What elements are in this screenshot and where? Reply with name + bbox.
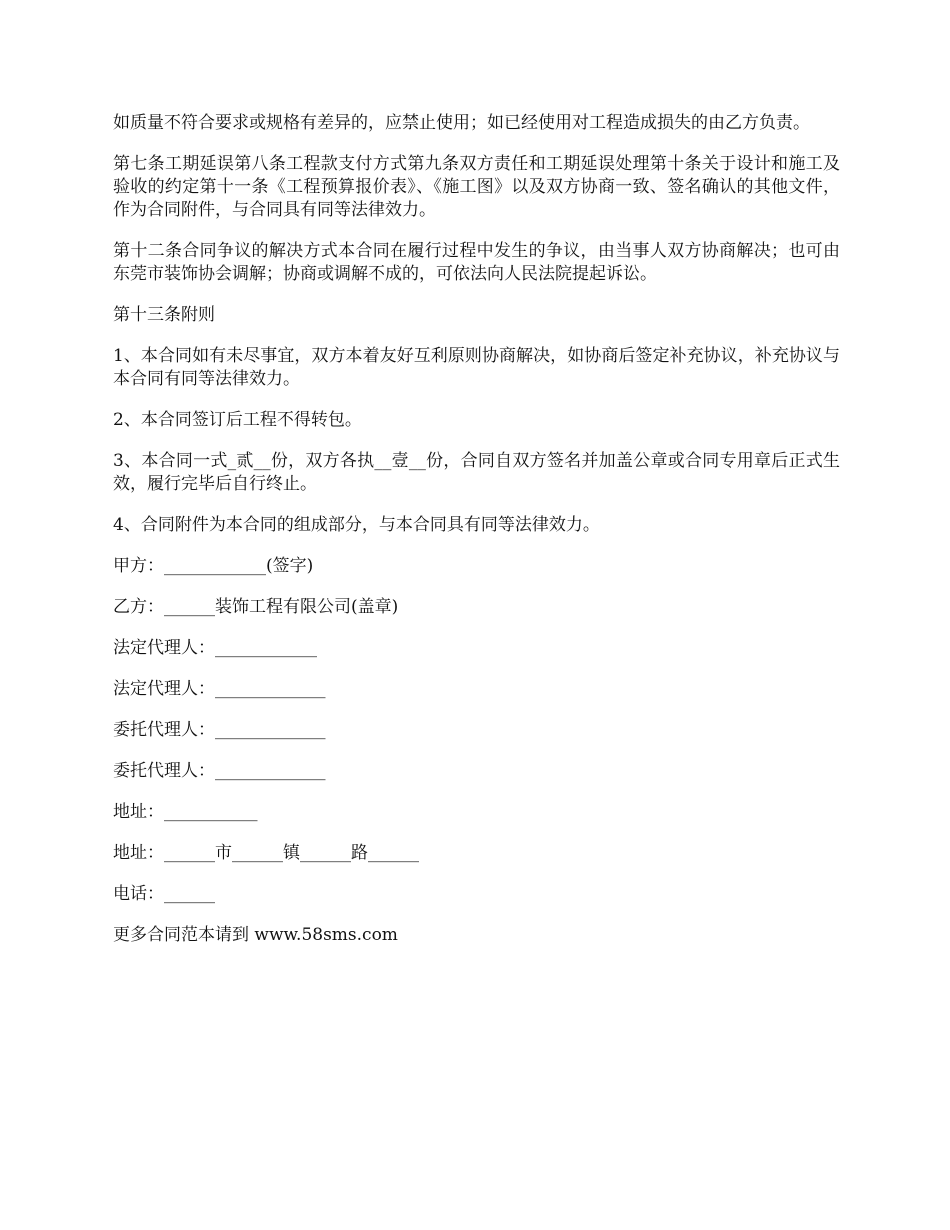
paragraph-supplementary-2: 2、本合同签订后工程不得转包。 bbox=[113, 410, 362, 430]
party-a-signature-line: 甲方：____________(签字) bbox=[113, 556, 314, 576]
paragraph-article-12-dispute: 第十二条合同争议的解决方式本合同在履行过程中发生的争议，由当事人双方协商解决；也可由东莞市装饰协会调解；协商或调解不成的，可依法向人民法院提起诉讼。 bbox=[113, 241, 840, 284]
authorized-agent-line-a: 委托代理人：_____________ bbox=[113, 720, 326, 740]
paragraph-supplementary-3: 3、本合同一式_贰__份，双方各执__壹__份，合同自双方签名并加盖公章或合同专用章后正式生效，履行完毕后自行终止。 bbox=[113, 451, 840, 494]
contract-page bbox=[113, 112, 840, 965]
paragraph-articles-7-11: 第七条工期延误第八条工程款支付方式第九条双方责任和工期延误处理第十条关于设计和施工及验收的约定第十一条《工程预算报价表》、《施工图》以及双方协商一致、签名确认的其他文件，作为合同附件，与合同具有同等法律效力。 bbox=[113, 154, 840, 220]
heading-article-13: 第十三条附则 bbox=[113, 305, 215, 325]
authorized-agent-line-b: 委托代理人：_____________ bbox=[113, 761, 326, 781]
footer-more-templates: 更多合同范本请到 www.58sms.com bbox=[113, 925, 398, 945]
legal-representative-line-b: 法定代理人：_____________ bbox=[113, 679, 326, 699]
paragraph-supplementary-1: 1、本合同如有未尽事宜，双方本着友好互利原则协商解决，如协商后签定补充协议，补充协议与本合同有同等法律效力。 bbox=[113, 346, 840, 389]
address-line-b: 地址：______市______镇______路______ bbox=[113, 843, 419, 863]
address-line-a: 地址：___________ bbox=[113, 802, 258, 822]
phone-line: 电话：______ bbox=[113, 884, 215, 904]
paragraph-quality-clause: 如质量不符合要求或规格有差异的，应禁止使用；如已经使用对工程造成损失的由乙方负责。 bbox=[113, 113, 810, 133]
party-b-signature-line: 乙方：______装饰工程有限公司(盖章) bbox=[113, 597, 399, 617]
paragraph-supplementary-4: 4、合同附件为本合同的组成部分，与本合同具有同等法律效力。 bbox=[113, 515, 600, 535]
legal-representative-line-a: 法定代理人：____________ bbox=[113, 638, 317, 658]
